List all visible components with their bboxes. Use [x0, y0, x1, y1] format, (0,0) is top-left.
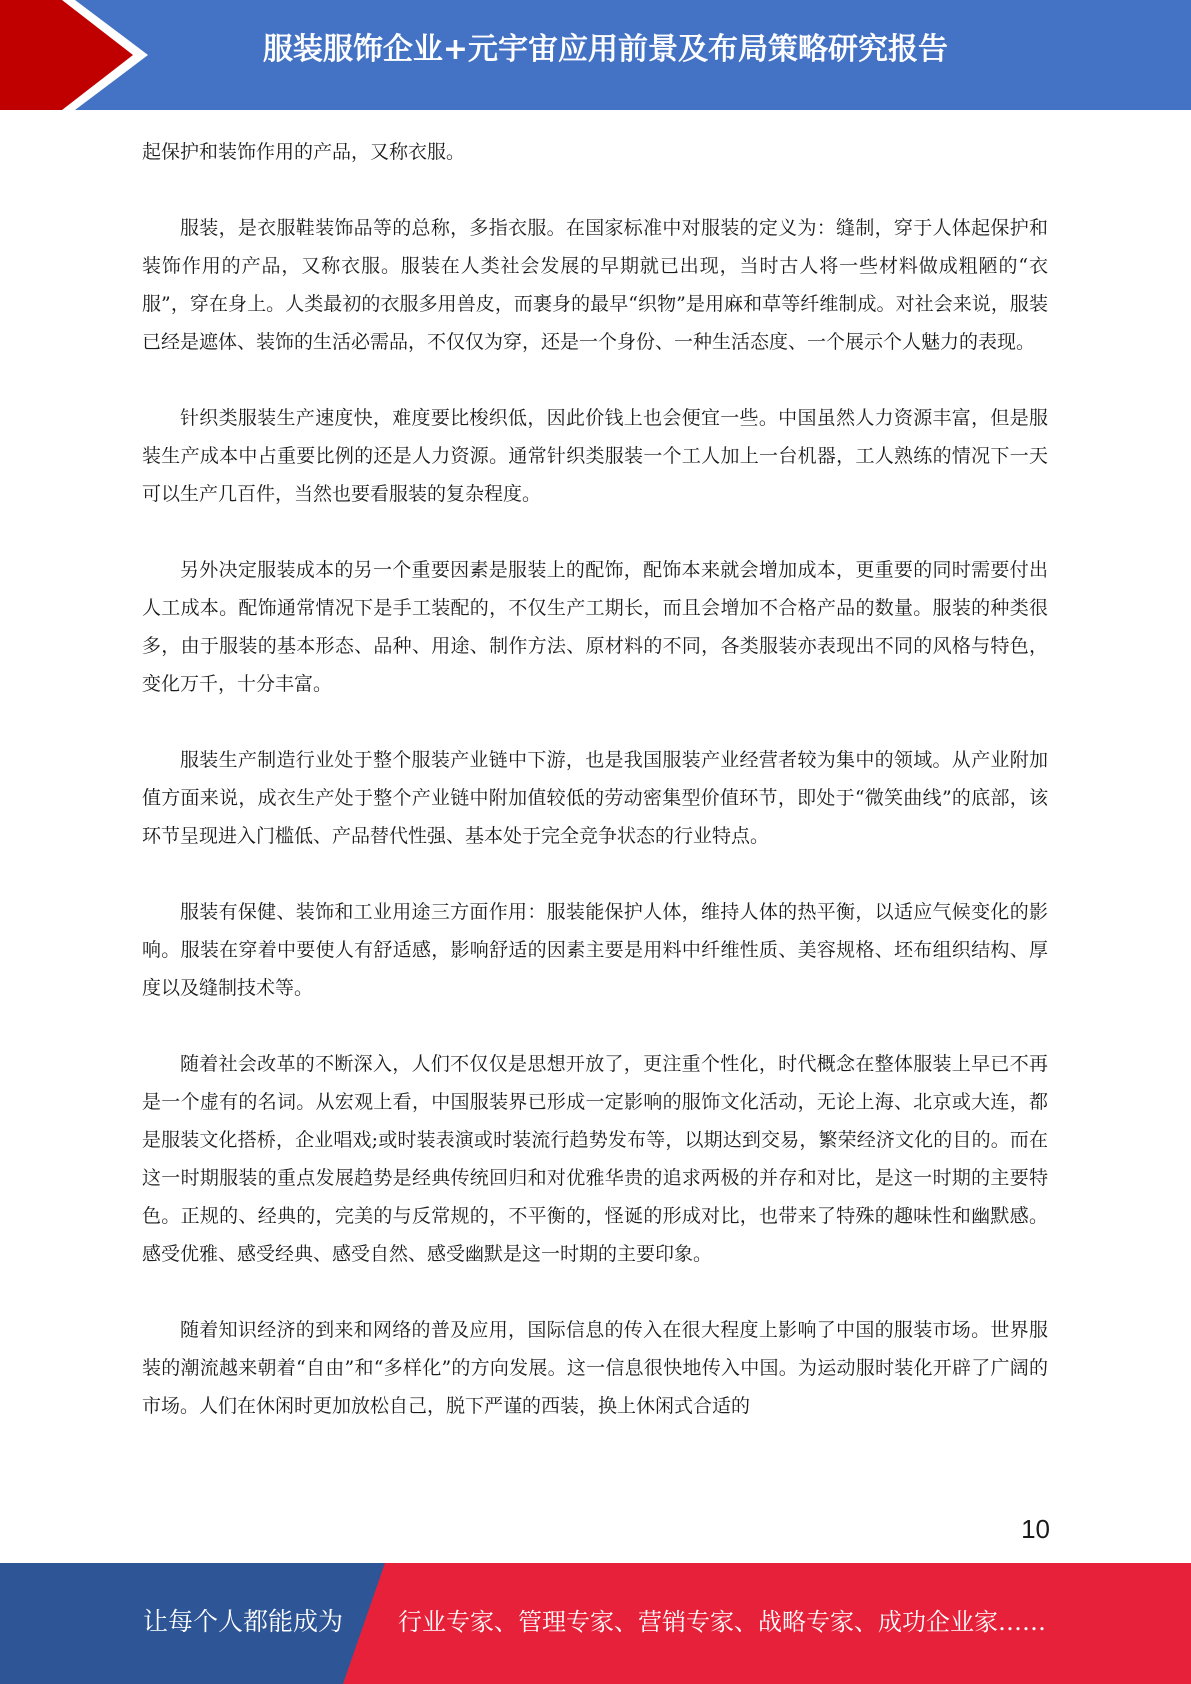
page-number: 10: [1021, 1514, 1050, 1544]
body-text: [142, 133, 1048, 1425]
footer-slogan: 让每个人都能成为: [143, 1607, 344, 1636]
paragraph: 随着社会改革的不断深入，人们不仅仅是思想开放了，更注重个性化，时代概念在整体服装上早已不再是一个虚有的名词。从宏观上看，中国服装界已形成一定影响的服饰文化活动，无论上海、北京或大连，都是服装文化搭桥，企业唱戏;或时装表演或时装流行趋势发布等，以期达到交易，繁荣经济文化的目的。而在这一时期服装的重点发展趋势是经典传统回归和对优雅华贵的追求两极的并存和对比，是这一时期的主要特色。正规的、经典的，完美的与反常规的，不平衡的，怪诞的形成对比，也带来了特殊的趣味性和幽默感。感受优雅、感受经典、感受自然、感受幽默是这一时期的主要印象。: [142, 1053, 1048, 1265]
paragraph: 服装生产制造行业处于整个服装产业链中下游，也是我国服装产业经营者较为集中的领域。从产业附加值方面来说，成衣生产处于整个产业链中附加值较低的劳动密集型价值环节，即处于“微笑曲线”的底部，该环节呈现进入门槛低、产品替代性强、基本处于完全竞争状态的行业特点。: [142, 749, 1048, 847]
report-title: 服装服饰企业+元宇宙应用前景及布局策略研究报告: [262, 32, 949, 67]
paragraph: 针织类服装生产速度快，难度要比梭织低，因此价钱上也会便宜一些。中国虽然人力资源丰富，但是服装生产成本中占重要比例的还是人力资源。通常针织类服装一个工人加上一台机器，工人熟练的情况下一天可以生产几百件，当然也要看服装的复杂程度。: [142, 407, 1048, 505]
paragraph: 另外决定服装成本的另一个重要因素是服装上的配饰，配饰本来就会增加成本，更重要的同时需要付出人工成本。配饰通常情况下是手工装配的，不仅生产工期长，而且会增加不合格产品的数量。服装的种类很多，由于服装的基本形态、品种、用途、制作方法、原材料的不同，各类服装亦表现出不同的风格与特色，变化万千，十分丰富。: [142, 559, 1048, 695]
footer-expert-list: 行业专家、管理专家、营销专家、战略专家、成功企业家……: [398, 1608, 1046, 1636]
paragraph: 服装有保健、装饰和工业用途三方面作用：服装能保护人体，维持人体的热平衡，以适应气候变化的影响。服装在穿着中要使人有舒适感，影响舒适的因素主要是用料中纤维性质、美容规格、坯布组织结构、厚度以及缝制技术等。: [142, 901, 1048, 999]
footer-banner: [0, 1563, 1191, 1684]
paragraph: 随着知识经济的到来和网络的普及应用，国际信息的传入在很大程度上影响了中国的服装市场。世界服装的潮流越来朝着“自由”和“多样化”的方向发展。这一信息很快地传入中国。为运动服时装化开辟了广阔的市场。人们在休闲时更加放松自己，脱下严谨的西装，换上休闲式合适的: [142, 1319, 1048, 1417]
header-bar: [0, 0, 1191, 110]
paragraph: 服装，是衣服鞋装饰品等的总称，多指衣服。在国家标准中对服装的定义为：缝制，穿于人体起保护和装饰作用的产品，又称衣服。服装在人类社会发展的早期就已出现，当时古人将一些材料做成粗陋的“衣服”，穿在身上。人类最初的衣服多用兽皮，而裹身的最早“织物”是用麻和草等纤维制成。对社会来说，服装已经是遮体、装饰的生活必需品，不仅仅为穿，还是一个身份、一种生活态度、一个展示个人魅力的表现。: [142, 217, 1048, 353]
paragraph: 起保护和装饰作用的产品，又称衣服。: [142, 141, 466, 163]
